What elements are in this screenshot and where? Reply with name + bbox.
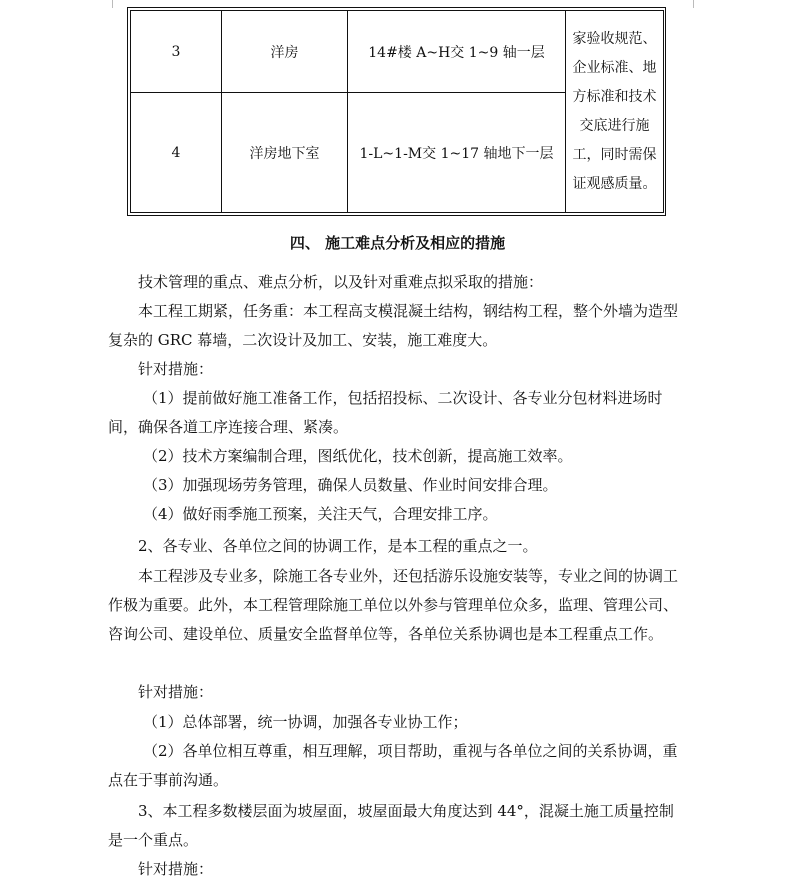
- list-item: （3）加强现场劳务管理，确保人员数量、作业时间安排合理。: [143, 476, 558, 494]
- paragraph: 3、本工程多数楼层面为坡屋面，坡屋面最大角度达到 44°，混凝土施工质量控制是一个重点。: [108, 802, 674, 849]
- page-corner-mark-left: [92, 0, 113, 8]
- row-range: 1-L~1-M交 1~17 轴地下一层: [348, 93, 566, 213]
- paragraph: 针对措施：: [138, 360, 214, 378]
- page-corner-mark-right: [693, 0, 714, 8]
- paragraph: 技术管理的重点、难点分析，以及针对重难点拟采取的措施：: [138, 273, 544, 291]
- paragraph: 本工程工期紧，任务重：本工程高支模混凝土结构，钢结构工程，整个外墙为造型复杂的 GRC 幕墙，二次设计及加工、安装，施工难度大。: [108, 302, 679, 349]
- paragraph: 本工程涉及专业多，除施工各专业外，还包括游乐设施安装等，专业之间的协调工作极为重要。此外，本工程管理除施工单位以外参与管理单位众多，监理、管理公司、咨询公司、建设单位、质量安全监督单位等，各单位关系协调也是本工程重点工作。: [108, 567, 679, 643]
- row-location: 洋房地下室: [222, 93, 348, 213]
- list-item: （1）总体部署，统一协调，加强各专业协工作；: [143, 713, 468, 731]
- row-remarks: 家验收规范、企业标准、地方标准和技术交底进行施工，同时需保证观感质量。: [566, 11, 664, 213]
- row-number: 3: [131, 11, 222, 93]
- row-location: 洋房: [222, 11, 348, 93]
- list-item: （2）技术方案编制合理，图纸优化，技术创新，提高施工效率。: [143, 447, 573, 465]
- construction-table: [127, 7, 666, 216]
- paragraph: 2、各专业、各单位之间的协调工作，是本工程的重点之一。: [138, 537, 538, 555]
- list-item: （2）各单位相互尊重，相互理解，项目帮助，重视与各单位之间的关系协调，重点在于事前沟通。: [108, 742, 678, 789]
- section-heading: 四、 施工难点分析及相应的措施: [289, 234, 506, 252]
- paragraph: 针对措施：: [138, 860, 214, 878]
- construction-table-grid: [130, 10, 664, 213]
- list-item: （4）做好雨季施工预案，关注天气，合理安排工序。: [143, 505, 498, 523]
- paragraph: 针对措施：: [138, 683, 214, 701]
- list-item: （1）提前做好施工准备工作，包括招投标、二次设计、各专业分包材料进场时间，确保各道工序连接合理、紧凑。: [108, 389, 663, 436]
- row-number: 4: [131, 93, 222, 213]
- table-row: [131, 11, 664, 93]
- row-range: 14#楼 A~H交 1~9 轴一层: [348, 11, 566, 93]
